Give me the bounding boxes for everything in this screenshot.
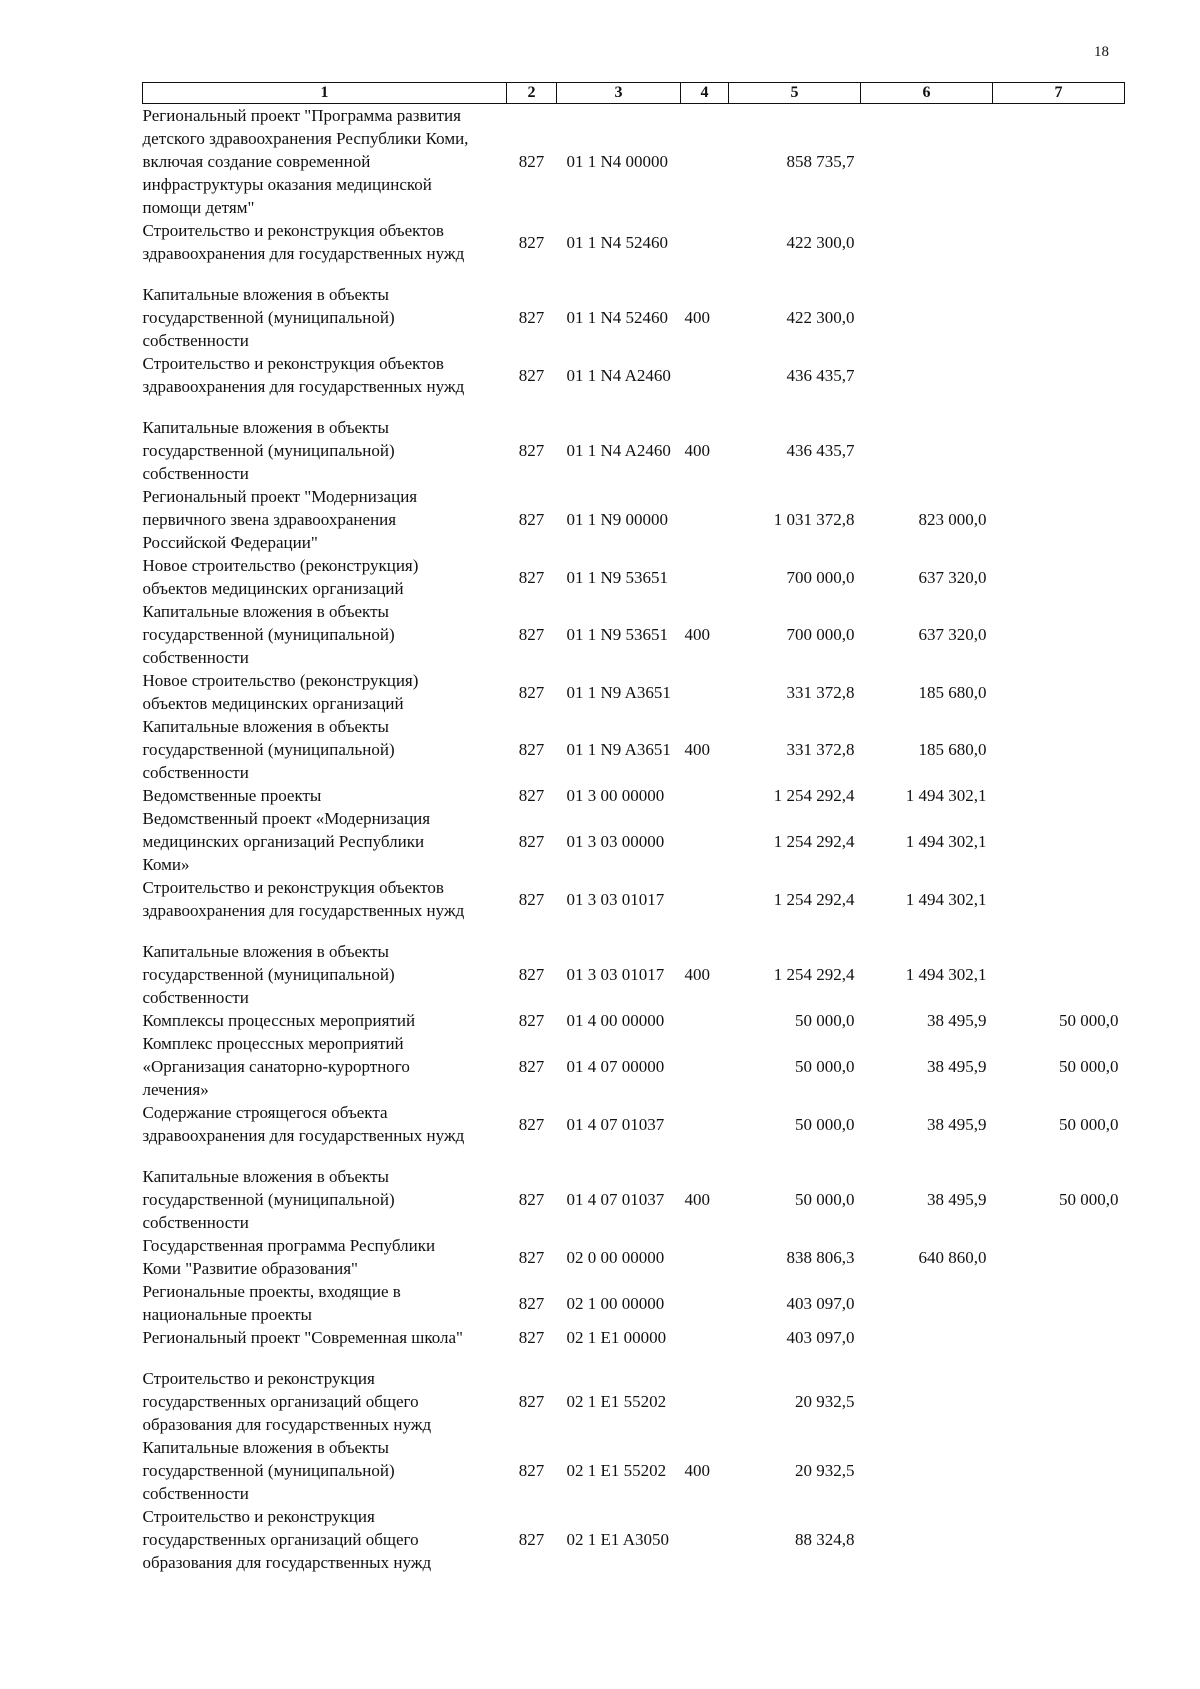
row-name-cell	[143, 1280, 507, 1326]
amount-col5-cell: 422 300,0	[786, 308, 855, 327]
expense-type-cell	[681, 1009, 729, 1032]
row-name-line: Комплекс процессных мероприятий	[142, 1034, 404, 1053]
row-name-line: национальные проекты	[142, 1305, 312, 1324]
admin-code-cell: 827	[518, 1530, 545, 1549]
target-article-cell: 01 1 N4 52460	[566, 232, 669, 252]
row-name-line: Строительство и реконструкция	[142, 1369, 375, 1388]
budget-sheet	[142, 82, 1124, 1574]
amount-col6-cell: 637 320,0	[918, 625, 987, 644]
budget-table	[142, 82, 1125, 1574]
table-row	[143, 416, 1125, 485]
row-name-line: медицинских организаций Республики	[142, 832, 425, 851]
row-name-line: Капитальные вложения в объекты	[142, 942, 389, 961]
amount-col5-cell: 700 000,0	[786, 567, 855, 587]
row-name-line: первичного звена здравоохранения	[142, 510, 397, 529]
amount-col6-cell	[861, 1367, 993, 1436]
target-article-cell: 01 3 03 01017	[566, 889, 665, 909]
amount-col5-cell: 20 932,5	[795, 1461, 855, 1480]
row-spacer	[143, 922, 501, 940]
row-name-line: здравоохранения для государственных нужд	[142, 901, 465, 920]
row-name-line: Строительство и реконструкция объектов	[142, 354, 444, 373]
column-header: 1	[143, 83, 507, 104]
table-row	[143, 1032, 1125, 1101]
row-name-line: Капитальные вложения в объекты	[142, 1438, 389, 1457]
target-article-cell: 02 1 E1 55202	[566, 1392, 667, 1411]
row-name-line: собственности	[142, 331, 249, 350]
amount-col5-cell: 1 254 292,4	[773, 889, 855, 909]
amount-col6-cell	[861, 352, 993, 416]
expense-type-cell	[681, 1234, 729, 1280]
amount-col5-cell: 1 254 292,4	[773, 786, 855, 805]
expense-type-cell	[681, 485, 729, 554]
admin-code-cell: 827	[518, 1011, 545, 1030]
admin-code-cell: 827	[518, 308, 545, 327]
amount-col7-cell: 50 000,0	[1059, 1190, 1119, 1209]
row-name-cell	[143, 219, 507, 283]
expense-type-cell: 400	[684, 441, 710, 460]
admin-code-cell: 827	[518, 1114, 545, 1134]
amount-col7-cell	[993, 1234, 1125, 1280]
amount-col6-cell: 1 494 302,1	[905, 832, 987, 851]
amount-col7-cell	[993, 1367, 1125, 1436]
column-header: 3	[557, 83, 681, 104]
target-article-cell: 01 3 03 00000	[566, 832, 665, 851]
expense-type-cell: 400	[684, 1461, 710, 1480]
amount-col5-cell: 436 435,7	[786, 365, 855, 385]
table-row	[143, 940, 1125, 1009]
row-name-line: государственных организаций общего	[142, 1392, 419, 1411]
amount-col7-cell	[993, 807, 1125, 876]
row-name-line: Государственная программа Республики	[142, 1236, 436, 1255]
amount-col7-cell	[993, 715, 1125, 784]
expense-type-cell	[681, 1032, 729, 1101]
row-spacer	[143, 1147, 501, 1165]
amount-col5-cell: 1 254 292,4	[773, 832, 855, 851]
row-name-line: здравоохранения для государственных нужд	[142, 1126, 465, 1145]
row-name-cell	[143, 1505, 507, 1574]
row-name-line: государственной (муниципальной)	[142, 1461, 395, 1480]
admin-code-cell: 827	[518, 1328, 545, 1347]
row-name-cell	[143, 554, 507, 600]
table-row	[143, 1009, 1125, 1032]
amount-col6-cell	[861, 1505, 993, 1574]
row-name-cell	[143, 876, 507, 940]
amount-col7-cell	[993, 784, 1125, 807]
row-name-line: государственной (муниципальной)	[142, 965, 395, 984]
row-name-line: Коми "Развитие образования"	[142, 1259, 358, 1278]
row-name-line: помощи детям"	[142, 198, 255, 217]
target-article-cell: 02 1 E1 00000	[566, 1328, 667, 1347]
row-name-cell	[143, 1009, 507, 1032]
amount-col6-cell	[861, 416, 993, 485]
row-name-cell	[143, 784, 507, 807]
target-article-cell: 01 1 N9 A3651	[566, 682, 671, 702]
row-name-line: Новое строительство (реконструкция)	[142, 556, 419, 575]
column-header: 4	[681, 83, 729, 104]
target-article-cell: 01 4 07 00000	[566, 1057, 665, 1076]
amount-col5-cell: 331 372,8	[786, 740, 855, 759]
target-article-cell: 02 1 00 00000	[566, 1293, 665, 1313]
target-article-cell: 01 1 N9 00000	[566, 510, 669, 529]
expense-type-cell: 400	[684, 740, 710, 759]
row-name-line: Ведомственные проекты	[142, 786, 322, 805]
amount-col7-cell	[993, 1436, 1125, 1505]
table-row	[143, 600, 1125, 669]
amount-col6-cell	[861, 283, 993, 352]
table-row	[143, 1326, 1125, 1367]
expense-type-cell	[681, 807, 729, 876]
amount-col6-cell: 38 495,9	[927, 1190, 987, 1209]
amount-col6-cell: 1 494 302,1	[905, 965, 987, 984]
amount-col6-cell: 1 494 302,1	[905, 786, 987, 805]
row-name-line: Капитальные вложения в объекты	[142, 602, 389, 621]
table-row	[143, 784, 1125, 807]
row-name-line: Капитальные вложения в объекты	[142, 717, 389, 736]
row-name-line: государственной (муниципальной)	[142, 740, 395, 759]
page-number: 18	[1094, 44, 1109, 60]
amount-col6-cell: 640 860,0	[918, 1247, 987, 1267]
expense-type-cell	[681, 784, 729, 807]
table-row	[143, 104, 1125, 220]
expense-type-cell: 400	[684, 965, 710, 984]
expense-type-cell: 400	[684, 625, 710, 644]
target-article-cell: 01 1 N9 53651	[566, 567, 669, 587]
target-article-cell: 01 4 07 01037	[566, 1190, 665, 1209]
amount-col5-cell: 50 000,0	[795, 1190, 855, 1209]
row-name-line: образования для государственных нужд	[142, 1553, 432, 1572]
admin-code-cell: 827	[518, 152, 545, 171]
target-article-cell: 01 1 N9 A3651	[566, 740, 671, 759]
row-name-cell	[143, 715, 507, 784]
admin-code-cell: 827	[518, 1057, 545, 1076]
admin-code-cell: 827	[518, 1247, 545, 1267]
expense-type-cell	[681, 352, 729, 416]
target-article-cell: 01 1 N9 53651	[566, 625, 669, 644]
row-name-line: Новое строительство (реконструкция)	[142, 671, 419, 690]
row-name-line: Региональный проект "Современная школа"	[142, 1328, 464, 1347]
amount-col6-cell: 185 680,0	[918, 682, 987, 702]
row-name-line: Капитальные вложения в объекты	[142, 418, 389, 437]
row-name-line: Коми»	[142, 855, 190, 874]
table-row	[143, 807, 1125, 876]
table-row	[143, 1165, 1125, 1234]
row-name-line: Ведомственный проект «Модернизация	[142, 809, 431, 828]
admin-code-cell: 827	[518, 1392, 545, 1411]
admin-code-cell: 827	[518, 232, 545, 252]
row-spacer	[143, 265, 501, 283]
table-row	[143, 669, 1125, 715]
table-body	[143, 104, 1125, 1575]
amount-col6-cell: 38 495,9	[927, 1011, 987, 1030]
target-article-cell: 02 1 E1 55202	[566, 1461, 667, 1480]
amount-col5-cell: 1 254 292,4	[773, 965, 855, 984]
admin-code-cell: 827	[518, 889, 545, 909]
row-name-line: здравоохранения для государственных нужд	[142, 377, 465, 396]
row-name-line: Российской Федерации"	[142, 533, 318, 552]
admin-code-cell: 827	[518, 740, 545, 759]
row-name-line: Строительство и реконструкция объектов	[142, 878, 444, 897]
table-row	[143, 715, 1125, 784]
row-name-line: собственности	[142, 1484, 249, 1503]
row-name-line: собственности	[142, 1213, 249, 1232]
row-name-line: лечения»	[142, 1080, 209, 1099]
row-name-line: объектов медицинских организаций	[142, 579, 404, 598]
admin-code-cell: 827	[518, 1190, 545, 1209]
row-spacer	[143, 1349, 501, 1367]
row-name-line: государственной (муниципальной)	[142, 625, 395, 644]
target-article-cell: 01 1 N4 00000	[566, 152, 669, 171]
row-name-line: детского здравоохранения Республики Коми,	[142, 129, 469, 148]
admin-code-cell: 827	[518, 682, 545, 702]
expense-type-cell	[681, 104, 729, 220]
column-header: 5	[729, 83, 861, 104]
column-header: 7	[993, 83, 1125, 104]
row-name-cell	[143, 1234, 507, 1280]
row-name-line: Региональный проект "Модернизация	[142, 487, 418, 506]
admin-code-cell: 827	[518, 625, 545, 644]
amount-col5-cell: 700 000,0	[786, 625, 855, 644]
row-name-line: Региональный проект "Программа развития	[142, 106, 461, 125]
amount-col6-cell: 637 320,0	[918, 567, 987, 587]
expense-type-cell: 400	[684, 1190, 710, 1209]
row-name-cell	[143, 1326, 507, 1367]
amount-col7-cell	[993, 485, 1125, 554]
amount-col7-cell: 50 000,0	[1059, 1057, 1119, 1076]
row-spacer	[143, 398, 501, 416]
amount-col6-cell: 823 000,0	[918, 510, 987, 529]
amount-col5-cell: 403 097,0	[786, 1293, 855, 1313]
admin-code-cell: 827	[518, 832, 545, 851]
amount-col7-cell	[993, 416, 1125, 485]
row-name-line: включая создание современной	[142, 152, 371, 171]
amount-col5-cell: 88 324,8	[795, 1530, 855, 1549]
row-name-cell	[143, 1367, 507, 1436]
amount-col7-cell	[993, 1280, 1125, 1326]
amount-col5-cell: 50 000,0	[795, 1114, 855, 1134]
admin-code-cell: 827	[518, 441, 545, 460]
column-header: 2	[507, 83, 557, 104]
target-article-cell: 02 0 00 00000	[566, 1247, 665, 1267]
table-header-row	[143, 83, 1125, 104]
amount-col5-cell: 858 735,7	[786, 152, 855, 171]
amount-col7-cell	[993, 104, 1125, 220]
row-name-cell	[143, 1101, 507, 1165]
amount-col6-cell: 185 680,0	[918, 740, 987, 759]
amount-col5-cell: 20 932,5	[795, 1392, 855, 1411]
row-name-cell	[143, 485, 507, 554]
admin-code-cell: 827	[518, 1461, 545, 1480]
expense-type-cell	[681, 1367, 729, 1436]
amount-col7-cell: 50 000,0	[1059, 1011, 1119, 1030]
amount-col5-cell: 422 300,0	[786, 232, 855, 252]
row-name-line: Строительство и реконструкция объектов	[142, 221, 444, 240]
expense-type-cell	[681, 1101, 729, 1165]
amount-col7-cell	[993, 219, 1125, 283]
row-name-line: образования для государственных нужд	[142, 1415, 432, 1434]
row-name-line: Региональные проекты, входящие в	[142, 1282, 401, 1301]
expense-type-cell	[681, 876, 729, 940]
target-article-cell: 01 4 07 01037	[566, 1114, 665, 1134]
amount-col6-cell: 38 495,9	[927, 1057, 987, 1076]
row-name-line: Строительство и реконструкция	[142, 1507, 375, 1526]
expense-type-cell	[681, 554, 729, 600]
row-name-line: собственности	[142, 648, 249, 667]
row-name-line: государственной (муниципальной)	[142, 308, 395, 327]
expense-type-cell	[681, 669, 729, 715]
admin-code-cell: 827	[518, 1293, 545, 1313]
admin-code-cell: 827	[518, 365, 545, 385]
table-row	[143, 1101, 1125, 1165]
row-name-cell	[143, 600, 507, 669]
table-row	[143, 876, 1125, 940]
row-name-line: собственности	[142, 464, 249, 483]
amount-col7-cell	[993, 669, 1125, 715]
amount-col7-cell	[993, 283, 1125, 352]
expense-type-cell	[681, 1280, 729, 1326]
amount-col7-cell: 50 000,0	[1059, 1114, 1119, 1134]
target-article-cell: 01 1 N4 52460	[566, 308, 669, 327]
amount-col7-cell	[993, 876, 1125, 940]
admin-code-cell: 827	[518, 510, 545, 529]
row-name-cell	[143, 1032, 507, 1101]
admin-code-cell: 827	[518, 965, 545, 984]
amount-col5-cell: 403 097,0	[786, 1328, 855, 1347]
table-row	[143, 1280, 1125, 1326]
row-name-line: государственной (муниципальной)	[142, 1190, 395, 1209]
admin-code-cell: 827	[518, 567, 545, 587]
amount-col6-cell	[861, 104, 993, 220]
row-name-line: государственной (муниципальной)	[142, 441, 395, 460]
row-name-cell	[143, 1165, 507, 1234]
amount-col6-cell	[861, 219, 993, 283]
table-row	[143, 1436, 1125, 1505]
amount-col6-cell: 1 494 302,1	[905, 889, 987, 909]
row-name-line: Содержание строящегося объекта	[142, 1103, 388, 1122]
table-row	[143, 485, 1125, 554]
amount-col7-cell	[993, 1505, 1125, 1574]
row-name-line: государственных организаций общего	[142, 1530, 419, 1549]
row-name-line: собственности	[142, 988, 249, 1007]
row-name-line: здравоохранения для государственных нужд	[142, 244, 465, 263]
table-row	[143, 283, 1125, 352]
amount-col7-cell	[993, 940, 1125, 1009]
target-article-cell: 01 3 03 01017	[566, 965, 665, 984]
row-name-line: Капитальные вложения в объекты	[142, 285, 389, 304]
amount-col7-cell	[993, 554, 1125, 600]
row-name-line: Капитальные вложения в объекты	[142, 1167, 389, 1186]
amount-col5-cell: 436 435,7	[786, 441, 855, 460]
table-row	[143, 1505, 1125, 1574]
amount-col6-cell	[861, 1436, 993, 1505]
row-name-line: собственности	[142, 763, 249, 782]
target-article-cell: 01 1 N4 A2460	[566, 365, 671, 385]
row-name-cell	[143, 352, 507, 416]
row-name-cell	[143, 807, 507, 876]
amount-col6-cell: 38 495,9	[927, 1114, 987, 1134]
amount-col7-cell	[993, 1326, 1125, 1367]
target-article-cell: 01 3 00 00000	[566, 786, 665, 805]
table-row	[143, 219, 1125, 283]
target-article-cell: 02 1 E1 A3050	[566, 1530, 669, 1549]
row-name-line: объектов медицинских организаций	[142, 694, 404, 713]
row-name-line: Комплексы процессных мероприятий	[142, 1011, 416, 1030]
row-name-line: инфраструктуры оказания медицинской	[142, 175, 432, 194]
target-article-cell: 01 1 N4 A2460	[566, 441, 671, 460]
amount-col7-cell	[993, 352, 1125, 416]
row-name-cell	[143, 416, 507, 485]
target-article-cell: 01 4 00 00000	[566, 1011, 665, 1030]
amount-col5-cell: 331 372,8	[786, 682, 855, 702]
table-row	[143, 352, 1125, 416]
expense-type-cell: 400	[684, 308, 710, 327]
admin-code-cell: 827	[518, 786, 545, 805]
row-name-cell	[143, 669, 507, 715]
amount-col5-cell: 838 806,3	[786, 1247, 855, 1267]
column-header: 6	[861, 83, 993, 104]
amount-col7-cell	[993, 600, 1125, 669]
amount-col5-cell: 50 000,0	[795, 1057, 855, 1076]
expense-type-cell	[681, 219, 729, 283]
amount-col6-cell	[861, 1280, 993, 1326]
table-row	[143, 1367, 1125, 1436]
row-name-cell	[143, 104, 507, 220]
expense-type-cell	[681, 1505, 729, 1574]
row-name-cell	[143, 283, 507, 352]
amount-col5-cell: 50 000,0	[795, 1011, 855, 1030]
amount-col6-cell	[861, 1326, 993, 1367]
table-row	[143, 554, 1125, 600]
table-row	[143, 1234, 1125, 1280]
expense-type-cell	[681, 1326, 729, 1367]
row-name-line: «Организация санаторно-курортного	[142, 1057, 410, 1076]
amount-col5-cell: 1 031 372,8	[773, 510, 855, 529]
row-name-cell	[143, 940, 507, 1009]
row-name-cell	[143, 1436, 507, 1505]
